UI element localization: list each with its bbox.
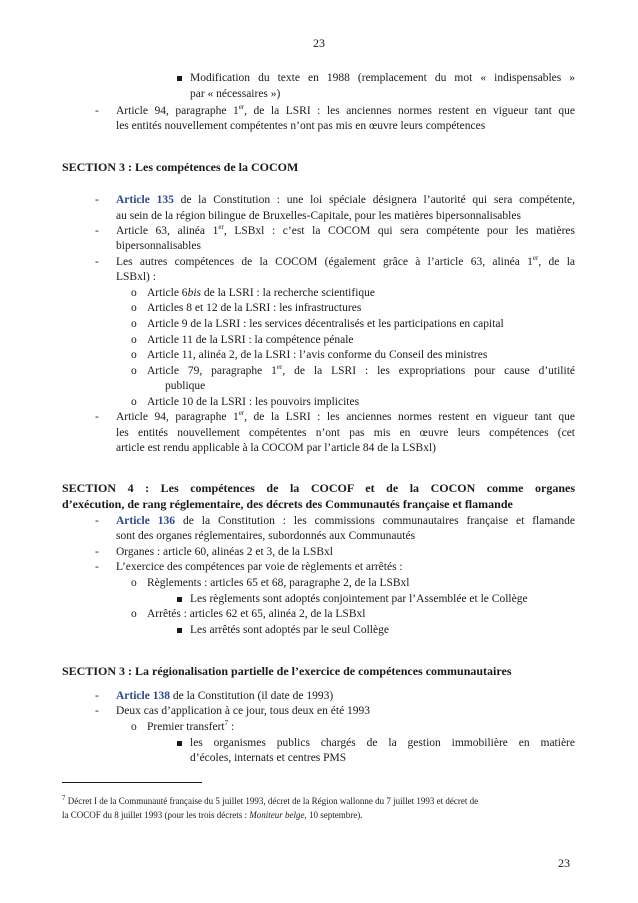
- list-item: Deux cas d’application à ce jour, tous deux en été 1993: [116, 705, 371, 717]
- footer-page-number: 23: [558, 856, 570, 870]
- sub-item: Article 6bis de la LSRI : la recherche scientifique: [147, 287, 376, 299]
- bullet-text: Les arrêtés sont adoptés par le seul Collège: [190, 624, 389, 636]
- list-item-cont: les entités nouvellement compétentes n’ont pas mis en œuvre leurs compétences (cet: [116, 427, 575, 439]
- circle-marker: o: [131, 721, 137, 733]
- list-item: Article 63, alinéa 1er, LSBxl : c’est la COCOM qui sera compétente pour les matières: [116, 223, 575, 237]
- footnote: $^7$ Décret I de la Communauté française du 5 juillet 1993, décret de la Région wallonne du 7 juillet 1993 et décret de: [62, 794, 479, 806]
- list-item-cont: au sein de la région bilingue de Bruxelles-Capitale, pour les matières bipersonnalisables: [116, 210, 521, 222]
- header-page-number: 23: [313, 36, 325, 50]
- list-item: Article 94, paragraphe 1er, de la LSRI : les anciennes normes restent en vigueur tant que: [116, 409, 575, 423]
- dash-marker: -: [95, 690, 99, 702]
- list-item: L’exercice des compétences par voie de règlements et arrêtés :: [116, 561, 403, 573]
- section-heading-cocof-cocon: SECTION 4 : Les compétences de la COCOF et de la COCON comme organes: [62, 481, 575, 495]
- bullet-text: Modification du texte en 1988 (remplacement du mot « indispensables »: [190, 72, 575, 84]
- dash-marker: -: [95, 105, 99, 117]
- sub-item: Articles 8 et 12 de la LSRI : les infrastructures: [147, 302, 362, 314]
- bullet-text: Les règlements sont adoptés conjointement par l’Assemblée et le Collège: [190, 593, 528, 605]
- sub-item: Premier transfert$^7$ :: [147, 719, 235, 733]
- section-heading-cocom: SECTION 3 : Les compétences de la COCOM: [62, 160, 299, 174]
- bullet-text-cont: par « nécessaires »): [190, 88, 281, 100]
- sub-item: Arrêtés : articles 62 et 65, alinéa 2, de la LSBxl: [147, 608, 366, 620]
- square-bullet-icon: [177, 628, 182, 633]
- list-item-cont: LSBxl) :: [116, 271, 156, 283]
- dash-marker: -: [95, 561, 99, 573]
- sub-item: Règlements : articles 65 et 68, paragraphe 2, de la LSBxl: [147, 577, 410, 589]
- circle-marker: o: [131, 396, 137, 408]
- article-135-link: Article 135: [116, 194, 174, 206]
- circle-marker: o: [131, 577, 137, 589]
- dash-marker: -: [95, 194, 99, 206]
- sub-item: Article 11 de la LSRI : la compétence pénale: [147, 334, 354, 346]
- square-bullet-icon: [177, 741, 182, 746]
- list-item-cont: les entités nouvellement compétentes n’ont pas mis en œuvre leurs compétences: [116, 120, 486, 132]
- footnote-cont: la COCOF du 8 juillet 1993 (pour les trois décrets : Moniteur belge, 10 septembre).: [62, 810, 363, 820]
- list-item: Organes : article 60, alinéas 2 et 3, de la LSBxl: [116, 546, 333, 558]
- list-item-cont: article est rendu applicable à la COCOM par l’article 84 de la LSBxl): [116, 442, 436, 454]
- list-item: Article 138 de la Constitution (il date de 1993): [116, 690, 334, 702]
- circle-marker: o: [131, 608, 137, 620]
- footnote-number: 7: [62, 794, 66, 802]
- circle-marker: o: [131, 349, 137, 361]
- list-item: Article 94, paragraphe 1er, de la LSRI : les anciennes normes restent en vigueur tant que: [116, 103, 575, 117]
- sub-item-cont: publique: [165, 380, 206, 392]
- sub-item: Article 10 de la LSRI : les pouvoirs implicites: [147, 396, 360, 408]
- section-heading-cocof-cocon-cont: d’exécution, de rang réglementaire, des décrets des Communautés française et flamande: [62, 497, 513, 511]
- dash-marker: -: [95, 705, 99, 717]
- circle-marker: o: [131, 302, 137, 314]
- bullet-text-cont: d’écoles, internats et centres PMS: [190, 752, 347, 764]
- dash-marker: -: [95, 411, 99, 423]
- list-item: Article 136 de la Constitution : les commissions communautaires française et flamande: [116, 515, 575, 527]
- dash-marker: -: [95, 546, 99, 558]
- circle-marker: o: [131, 334, 137, 346]
- circle-marker: o: [131, 365, 137, 377]
- dash-marker: -: [95, 256, 99, 268]
- square-bullet-icon: [177, 597, 182, 602]
- sub-item: Article 9 de la LSRI : les services décentralisés et les participations en capital: [147, 318, 504, 330]
- list-item-cont: bipersonnalisables: [116, 240, 201, 252]
- list-item-cont: sont des organes réglementaires, subordonnés aux Communautés: [116, 530, 416, 542]
- article-138-link: Article 138: [116, 690, 170, 702]
- circle-marker: o: [131, 287, 137, 299]
- dash-marker: -: [95, 225, 99, 237]
- dash-marker: -: [95, 515, 99, 527]
- circle-marker: o: [131, 318, 137, 330]
- section-heading-regionalisation: SECTION 3 : La régionalisation partielle de l’exercice de compétences communautaires: [62, 664, 512, 678]
- list-item: Article 135 de la Constitution : une loi spéciale désignera l’autorité qui sera compétente,: [116, 194, 575, 206]
- bullet-text: les organismes publics chargés de la gestion immobilière en matière: [190, 737, 575, 749]
- article-136-link: Article 136: [116, 515, 176, 527]
- list-item: Les autres compétences de la COCOM (également grâce à l’article 63, alinéa 1er, de la: [116, 254, 576, 268]
- sub-item: Article 11, alinéa 2, de la LSRI : l’avis conforme du Conseil des ministres: [147, 349, 488, 361]
- footnote-divider: [62, 782, 202, 783]
- square-bullet-icon: [177, 76, 182, 81]
- sub-item: Article 79, paragraphe 1er, de la LSRI : les expropriations pour cause d’utilité: [147, 363, 575, 377]
